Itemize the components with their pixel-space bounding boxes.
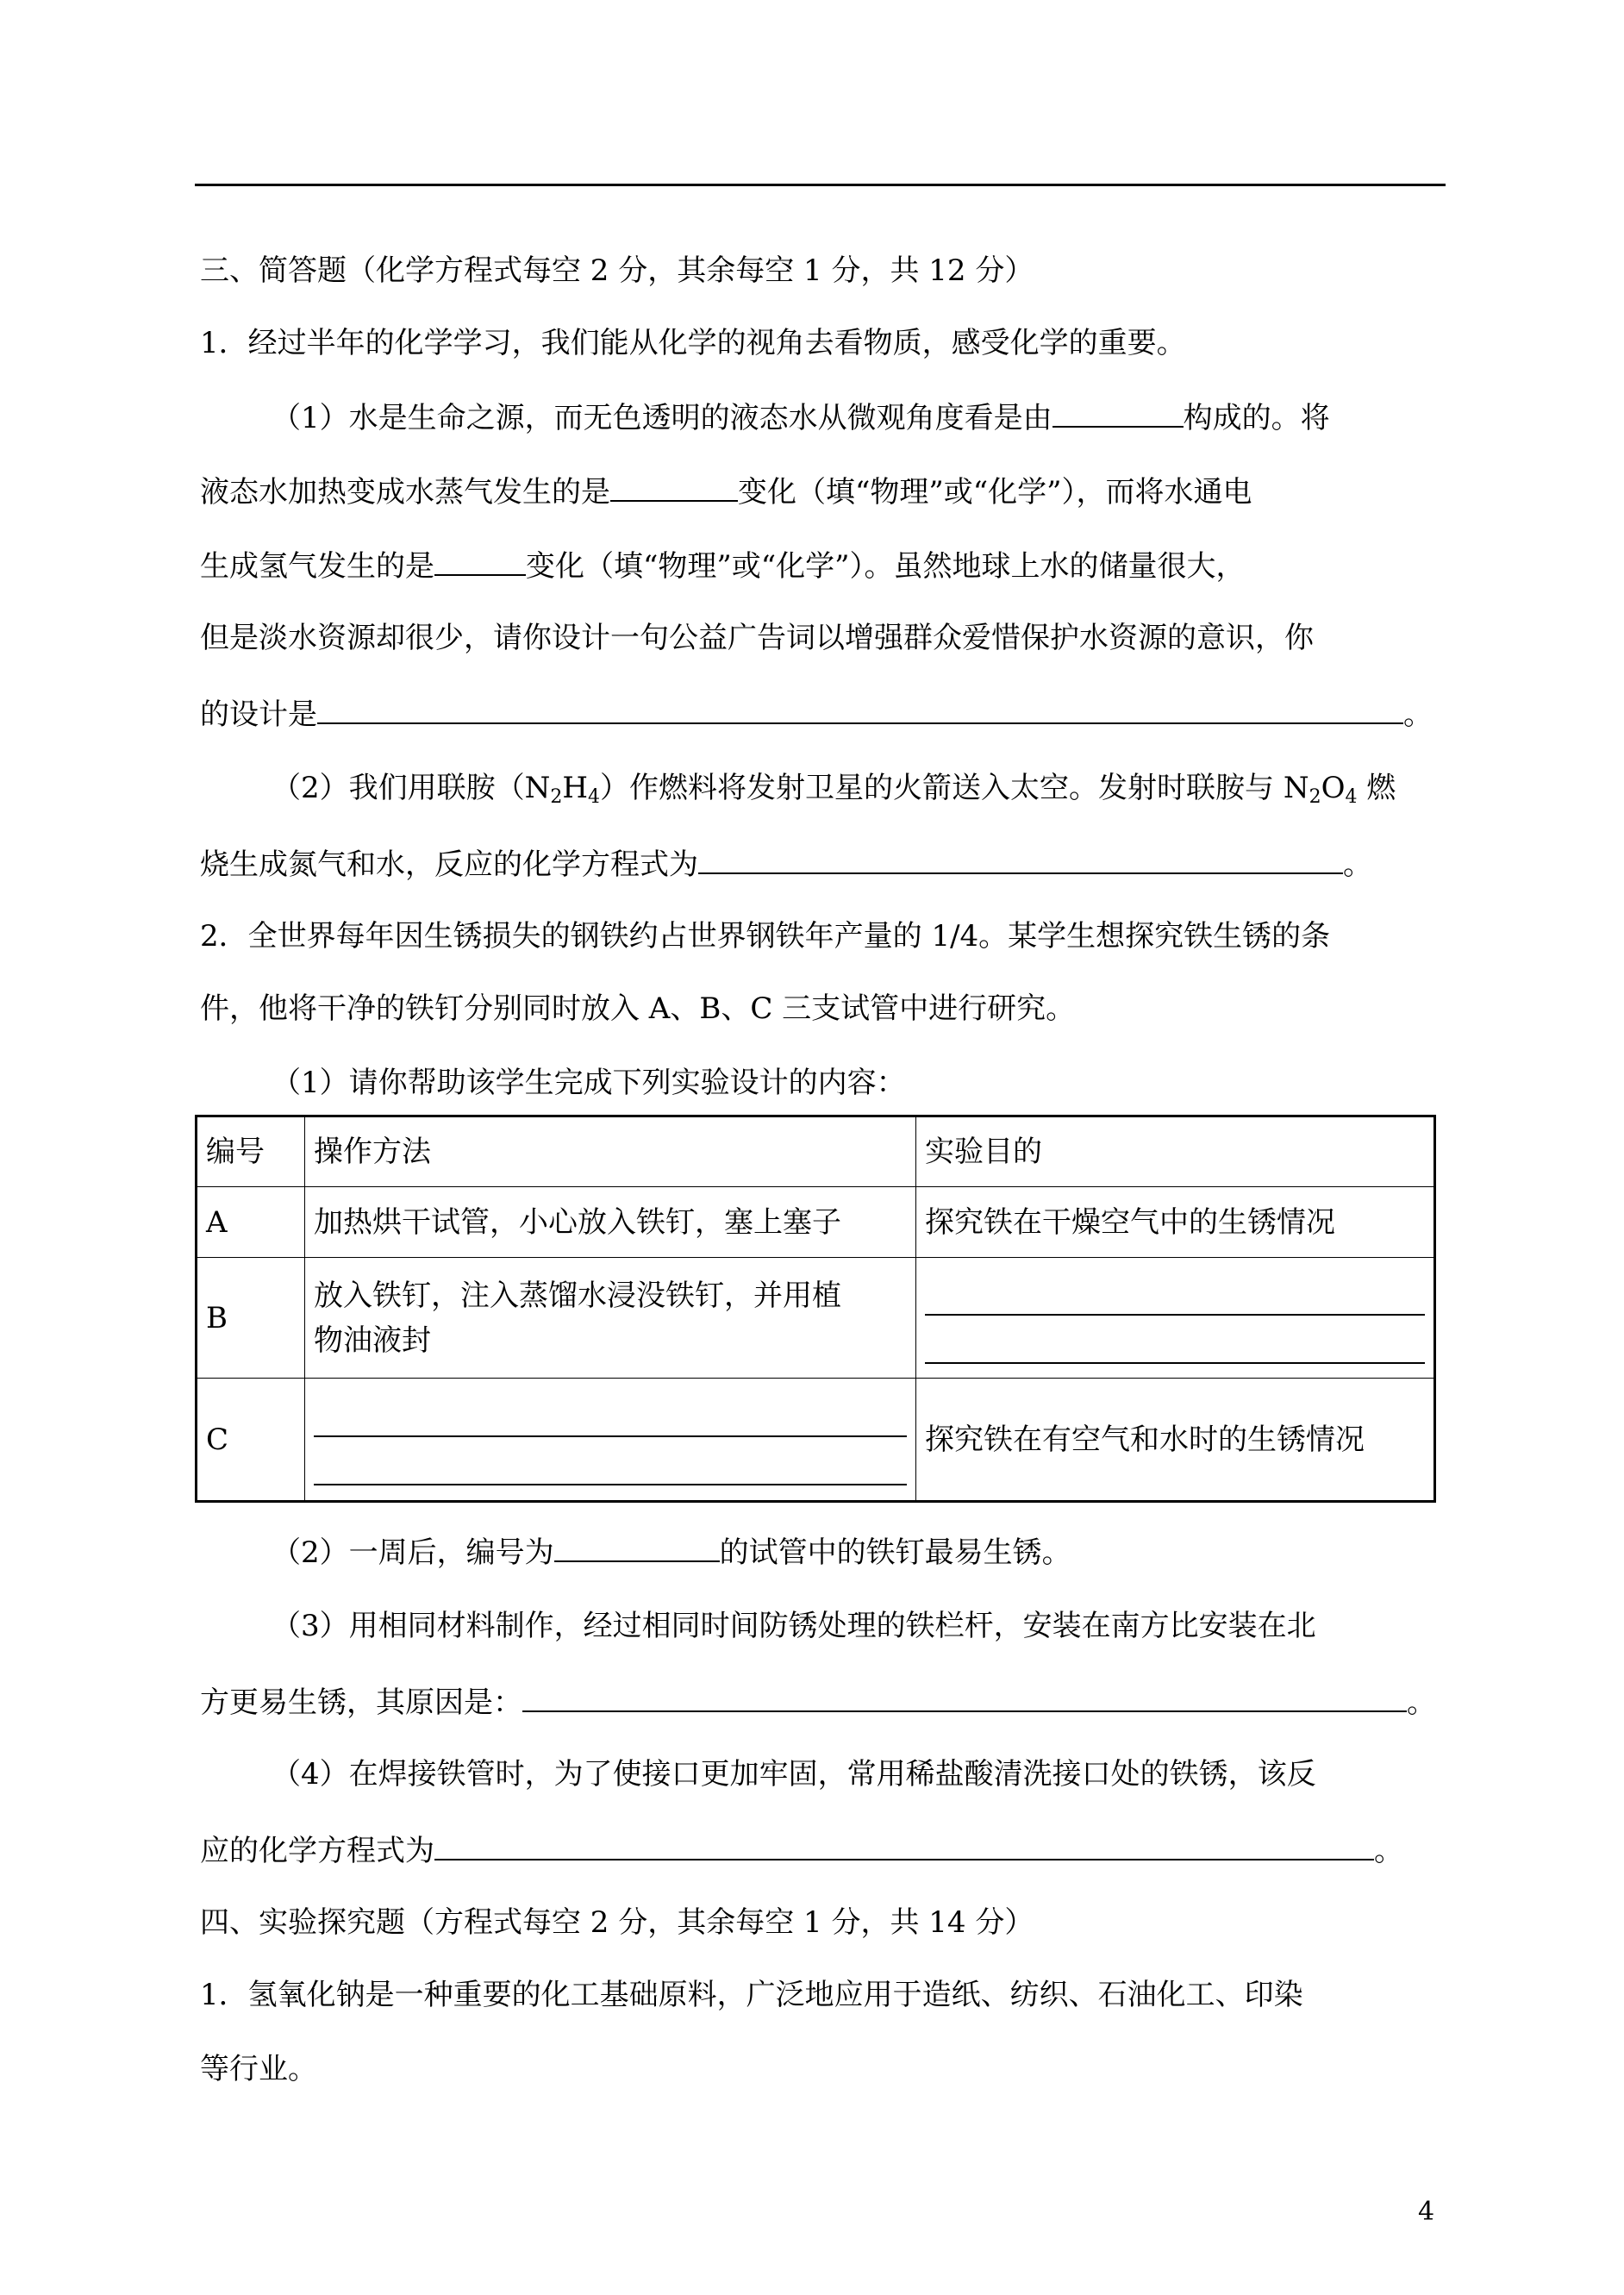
table-cell: 探究铁在干燥空气中的生锈情况 [916,1187,1435,1258]
q1-part2-line2: 烧生成氮气和水，反应的化学方程式为 。 [200,841,1372,885]
q2-sub2: （2）一周后，编号为 的试管中的铁钉最易生锈。 [272,1529,1071,1573]
q2-sub1: （1）请你帮助该学生完成下列实验设计的内容： [272,1066,906,1100]
answer-blank[interactable] [314,1442,907,1485]
table-cell: A [197,1187,305,1258]
cell-text: 放入铁钉，注入蒸馏水浸没铁钉，并用植 [314,1278,841,1313]
q1-part1-line1: （1）水是生命之源，而无色透明的液态水从微观角度看是由 构成的。将 [272,395,1330,439]
q1-part1-line3: 生成氢气发生的是 变化（填“物理”或“化学”）。虽然地球上水的储量很大， [200,543,1246,587]
experiment-table [195,1115,1436,1503]
table-cell: C [197,1379,305,1502]
answer-blank[interactable] [314,1394,907,1437]
table-cell: 探究铁在有空气和水时的生锈情况 [916,1379,1435,1502]
table-cell [916,1258,1435,1379]
q2-sub4-line1: （4）在焊接铁管时，为了使接口更加牢固，常用稀盐酸清洗接口处的铁锈，该反 [272,1757,1316,1792]
section4-heading: 四、实验探究题（方程式每空 2 分，其余每空 1 分，共 14 分） [200,1905,1034,1940]
table-header: 编号 [197,1116,305,1187]
q2-sub4-line2: 应的化学方程式为 。 [200,1828,1403,1872]
s4-q1-line2: 等行业。 [200,2052,317,2086]
s4-q1-line1: 1．氢氧化钠是一种重要的化工基础原料，广泛地应用于造纸、纺织、石油化工、印染 [200,1978,1303,2012]
q2-stem-line2: 件，他将干净的铁钉分别同时放入 A、B、C 三支试管中进行研究。 [200,991,1076,1026]
table-cell [305,1258,916,1379]
answer-blank[interactable] [522,1679,1407,1712]
table-row [197,1379,1435,1502]
table-cell: B [197,1258,305,1379]
q1-part1-line4: 但是淡水资源却很少，请你设计一句公益广告词以增强群众爱惜保护水资源的意识，你 [200,621,1314,655]
table-row [197,1258,1435,1379]
cell-text: 物油液封 [314,1323,431,1358]
table-header: 实验目的 [916,1116,1435,1187]
q2-sub3-line2: 方更易生锈，其原因是： 。 [200,1679,1436,1723]
q2-stem-line1: 2．全世界每年因生锈损失的钢铁约占世界钢铁年产量的 1/4。某学生想探究铁生锈的条 [200,919,1331,954]
table-header-row [197,1116,1435,1187]
table-cell [305,1379,916,1502]
q1-part1-line5: 的设计是 。 [200,691,1433,735]
table-header: 操作方法 [305,1116,916,1187]
header-rule [195,184,1446,186]
q2-sub3-line1: （3）用相同材料制作，经过相同时间防锈处理的铁栏杆，安装在南方比安装在北 [272,1609,1316,1643]
answer-blank[interactable] [434,1828,1374,1860]
page-number: 4 [1418,2197,1435,2227]
section3-heading: 三、简答题（化学方程式每空 2 分，其余每空 1 分，共 12 分） [200,253,1034,288]
answer-blank[interactable] [317,691,1403,724]
answer-blank[interactable] [610,469,738,502]
q1-part1-line2: 液态水加热变成水蒸气发生的是 变化（填“物理”或“化学”），而将水通电 [200,469,1252,513]
answer-blank[interactable] [1052,395,1184,428]
answer-blank[interactable] [925,1321,1425,1364]
table-row [197,1187,1435,1258]
answer-blank[interactable] [434,543,526,576]
q1-part2-line1: （2）我们用联胺$(N_2H_4)$作燃料将发射卫星的火箭送入太空。发射时联胺与 $N_2O_4$ 燃 [272,771,1396,808]
q1-stem: 1．经过半年的化学学习，我们能从化学的视角去看物质，感受化学的重要。 [200,326,1186,360]
table-cell: 加热烘干试管，小心放入铁钉，塞上塞子 [305,1187,916,1258]
answer-blank[interactable] [698,841,1343,874]
answer-blank[interactable] [925,1273,1425,1316]
answer-blank[interactable] [554,1529,720,1562]
